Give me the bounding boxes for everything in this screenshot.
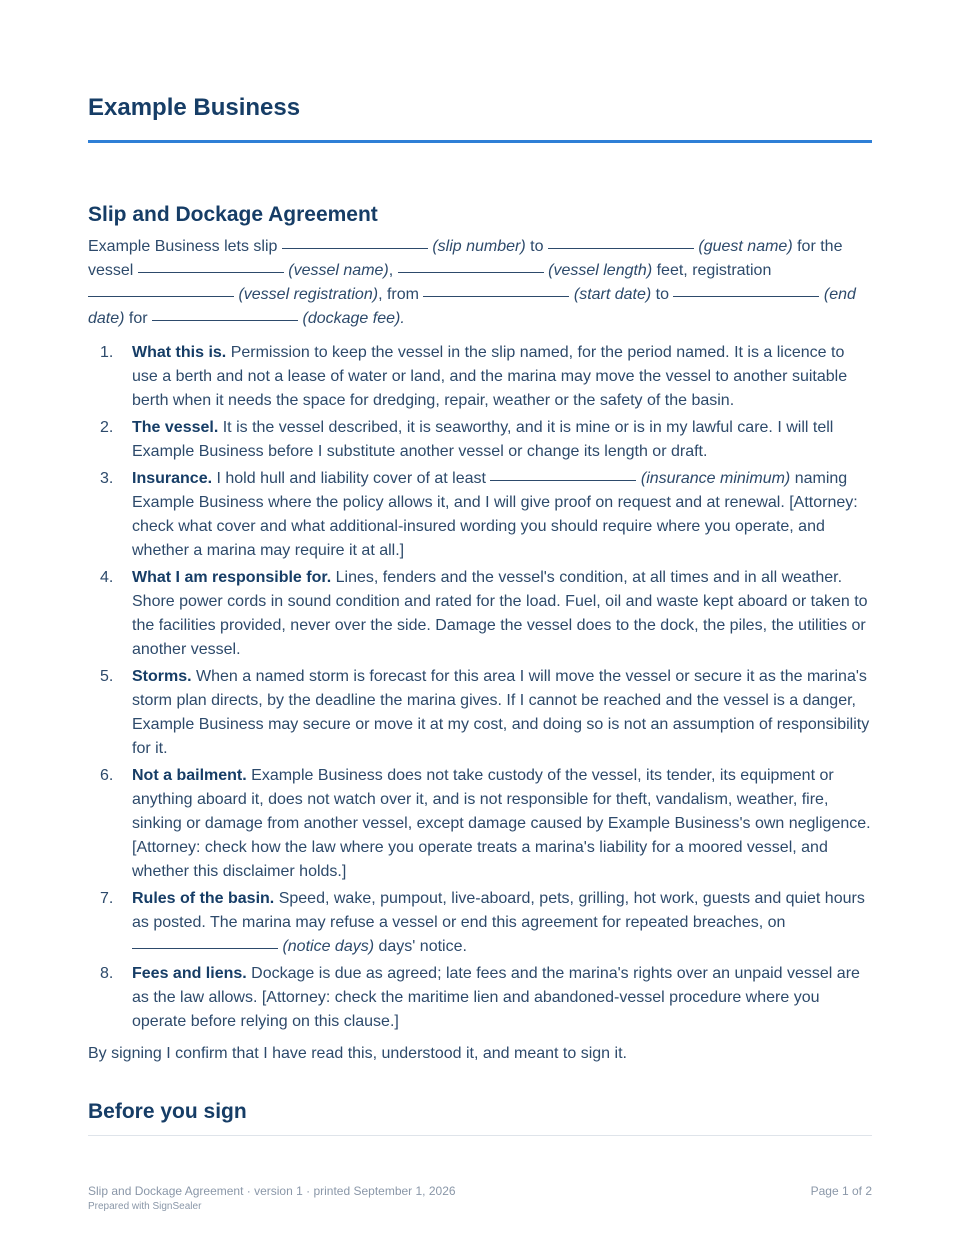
clause-title: Not a bailment. [132,767,247,784]
clause-text: Lines, fenders and the vessel's condition, at all times and in all weather. Shore power cords in sound condition and rated for the load. Fuel, oil and waste kept aboard or taken to the facilities provided, never over the side. Damage the vessel does to the dock, the piles, the utilities or another vessel. [132,569,868,658]
clause-title: What this is. [132,344,227,361]
intro-text: feet, registration [656,262,772,279]
clause-text: I hold hull and liability cover of at least [216,470,486,487]
intro-text: Example Business lets slip [88,238,278,255]
clause-title: Rules of the basin. [132,890,275,907]
clause-number: 4. [100,569,114,586]
hint-vessel-registration: (vessel registration) [238,286,379,303]
clause-title: The vessel. [132,419,219,436]
intro-text: for [128,310,148,327]
clause-text: Permission to keep the vessel in the slip named, for the period named. It is a licence to use a berth and not a lease of water or land, and the marina may move the vessel to another suitable berth when it needs the space for dredging, repair, weather or the safety of the basin. [132,344,848,409]
hint-insurance-minimum: (insurance minimum) [640,470,791,487]
company-name: Example Business [88,94,301,121]
clause-item [88,416,872,464]
clause-list [88,341,872,1034]
blank-end-date[interactable] [673,295,819,297]
clause-text: naming Example Business where the policy allows it, and I will give proof on request and at renewal. [Attorney: check what cover and what additional-insured wording you should require where you operate, and whether a marina may require it at all.] [132,470,858,559]
blank-insurance-minimum[interactable] [490,479,636,481]
intro-text: for the vessel [88,238,843,279]
hint-dockage-fee: (dockage fee) [302,310,401,327]
clause-number: 7. [100,890,114,907]
clause-title: What I am responsible for. [132,569,332,586]
blank-guest-name[interactable] [548,247,694,249]
clause-text: Speed, wake, pumpout, live-aboard, pets, grilling, hot work, guests and quiet hours as posted. The marina may refuse a vessel or end this agreement for repeated breaches, on [132,890,865,931]
hint-end-date: (end date) [88,286,856,327]
blank-notice-days[interactable] [132,947,278,949]
hint-slip-number: (slip number) [432,238,526,255]
intro-text: to [530,238,544,255]
blank-dockage-fee[interactable] [152,319,298,321]
blank-vessel-registration[interactable] [88,295,234,297]
blank-start-date[interactable] [423,295,569,297]
hint-start-date: (start date) [573,286,652,303]
clause-number: 3. [100,470,114,487]
clause-item [88,341,872,413]
hint-vessel-name: (vessel name) [288,262,389,279]
clause-item [88,887,872,959]
clause-text: It is the vessel described, it is seaworthy, and it is mine or is in my lawful care. I will tell Example Business before I substitute another vessel or change its length or draft. [132,419,834,460]
document-title: Slip and Dockage Agreement [88,203,378,226]
intro-text: , from [378,286,419,303]
clause-number: 8. [100,965,114,982]
intro-paragraph [88,235,872,331]
intro-text: to [655,286,670,303]
footer-prepared-with: Prepared with SignSealer [88,1201,202,1212]
footer-page-number: Page 1 of 2 [810,1184,872,1198]
clause-number: 6. [100,767,114,784]
clause-item [88,467,872,563]
clause-number: 5. [100,668,114,685]
clause-text: When a named storm is forecast for this area I will move the vessel or secure it as the marina's storm plan directs, by the deadline the marina gives. If I cannot be reached and the vessel is a danger, Example Business may secure or move it at my cost, and doing so is not an assumption of responsibility for it. [132,668,870,757]
document-body [88,235,872,1066]
blank-vessel-length[interactable] [398,271,544,273]
clause-title: Storms. [132,668,192,685]
clause-text: days' notice. [378,938,467,955]
clause-item [88,764,872,884]
clause-number: 2. [100,419,114,436]
hint-vessel-length: (vessel length) [548,262,653,279]
clause-item [88,566,872,662]
hint-guest-name: (guest name) [698,238,793,255]
clause-title: Insurance. [132,470,213,487]
hint-notice-days: (notice days) [282,938,375,955]
intro-text: , [388,262,394,279]
clause-title: Fees and liens. [132,965,247,982]
footer-document-info: Slip and Dockage Agreement · version 1 · printed September 1, 2026 [88,1184,456,1198]
header-divider [88,140,872,143]
clause-item [88,665,872,761]
signing-confirmation: By signing I confirm that I have read this, understood it, and meant to sign it. [88,1045,627,1062]
clause-item [88,962,872,1034]
intro-text: . [400,310,405,327]
section-divider [88,1135,872,1136]
blank-vessel-name[interactable] [138,271,284,273]
blank-slip-number[interactable] [282,247,428,249]
clause-number: 1. [100,344,114,361]
clause-text: Example Business does not take custody of the vessel, its tender, its equipment or anything aboard it, does not watch over it, and is not responsible for theft, vandalism, weather, fire, sinking or damage from another vessel, except damage caused by Example Business's own negligence. [Attorney: check how the law where you operate treats a marina's liability for a moored vessel, and whether this disclaimer holds.] [132,767,871,880]
before-you-sign-heading: Before you sign [88,1100,247,1123]
clause-text: Dockage is due as agreed; late fees and the marina's rights over an unpaid vessel are as the law allows. [Attorney: check the maritime lien and abandoned-vessel procedure where you operate before relying on this clause.] [132,965,860,1030]
